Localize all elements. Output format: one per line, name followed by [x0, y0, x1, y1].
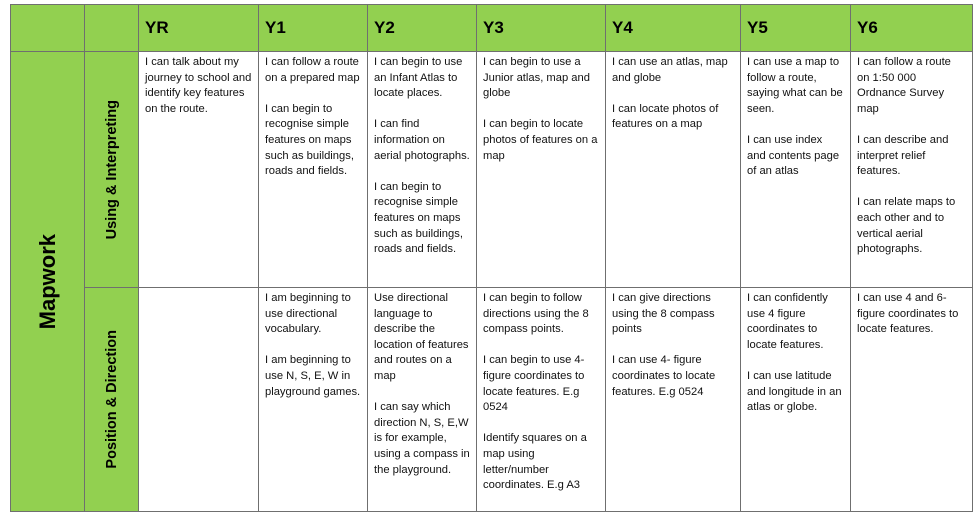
cell-r0-y3: [477, 52, 606, 288]
cell-paragraph: I can say which direction N, S, E,W is for example, using a compass in the playground.: [374, 401, 470, 476]
cell-r1-y6: [851, 288, 973, 512]
cell-paragraph: I am beginning to use directional vocabulary.: [265, 292, 351, 336]
cell-paragraph: I can follow a route on 1:50 000 Ordnance Survey map: [857, 56, 951, 115]
cell-paragraph: I can begin to use a Junior atlas, map and globe: [483, 56, 590, 100]
cell-paragraph: I can begin to recognise simple features on maps such as buildings, roads and fields.: [265, 102, 354, 178]
row-label-cell: [85, 52, 139, 288]
header-year-y1: Y1: [259, 5, 368, 52]
cell-r1-y3: [477, 288, 606, 512]
cell-paragraph: I can use an atlas, map and globe: [612, 56, 728, 84]
header-corner-cell-2: [85, 5, 139, 52]
cell-r1-y4: [606, 288, 741, 512]
cell-paragraph: I can begin to use 4-figure coordinates to locate features. E.g 0524: [483, 354, 585, 414]
row-label-using-interpreting: Using & Interpreting: [103, 99, 120, 240]
header-year-yr: YR: [139, 5, 259, 52]
cell-r0-y1: [259, 52, 368, 288]
cell-r0-y4: [606, 52, 741, 288]
header-row: [11, 5, 973, 52]
cell-r0-y2: [368, 52, 477, 288]
subject-cell: [11, 52, 85, 512]
table-row: [11, 52, 973, 288]
header-year-y2: Y2: [368, 5, 477, 52]
cell-paragraph: I can confidently use 4 figure coordinates to locate features.: [747, 292, 828, 351]
row-label-position-direction: Position & Direction: [103, 330, 120, 469]
cell-r1-yr: [139, 288, 259, 512]
cell-paragraph: I can describe and interpret relief features.: [857, 133, 949, 178]
cell-paragraph: I can use a map to follow a route, saying what can be seen.: [747, 56, 843, 115]
cell-r1-y2: [368, 288, 477, 512]
cell-r0-yr: [139, 52, 259, 288]
cell-paragraph: I can relate maps to each other and to vertical aerial photographs.: [857, 196, 956, 256]
cell-paragraph: I can find information on aerial photographs.: [374, 118, 470, 162]
cell-r1-y5: [741, 288, 851, 512]
cell-paragraph: I can use 4- figure coordinates to locate features. E.g 0524: [612, 354, 716, 398]
row-label-cell: [85, 288, 139, 512]
header-corner-cell: [11, 5, 85, 52]
cell-paragraph: I can locate photos of features on a map: [612, 102, 719, 131]
cell-paragraph: I am beginning to use N, S, E, W in playground games.: [265, 354, 361, 398]
cell-paragraph: Use directional language to describe the location of features and routes on a map: [374, 292, 469, 382]
table-row: [11, 288, 973, 512]
header-year-y4: Y4: [606, 5, 741, 52]
cell-paragraph: I can talk about my journey to school and identify key features on the route.: [145, 56, 252, 115]
subject-label: Mapwork: [34, 233, 60, 330]
cell-paragraph: I can use latitude and longitude in an atlas or globe.: [747, 369, 842, 414]
cell-r0-y5: [741, 52, 851, 288]
cell-r0-y6: [851, 52, 973, 288]
cell-paragraph: Identify squares on a map using letter/number coordinates. E.g A3: [483, 432, 587, 492]
cell-paragraph: I can use 4 and 6-figure coordinates to locate features.: [857, 292, 959, 336]
cell-paragraph: I can follow a route on a prepared map: [265, 56, 360, 84]
cell-paragraph: I can use index and contents page of an atlas: [747, 133, 840, 178]
cell-paragraph: I can begin to use an Infant Atlas to locate places.: [374, 56, 463, 100]
header-year-y5: Y5: [741, 5, 851, 52]
cell-paragraph: I can begin to locate photos of features on a map: [483, 118, 598, 162]
header-year-y3: Y3: [477, 5, 606, 52]
cell-r1-y1: [259, 288, 368, 512]
cell-paragraph: I can begin to follow directions using the 8 compass points.: [483, 292, 589, 336]
header-year-y6: Y6: [851, 5, 973, 52]
cell-paragraph: I can begin to recognise simple features on maps such as buildings, roads and fields.: [374, 180, 463, 256]
cell-paragraph: I can give directions using the 8 compass points: [612, 292, 715, 336]
mapwork-progression-table: [10, 4, 973, 512]
